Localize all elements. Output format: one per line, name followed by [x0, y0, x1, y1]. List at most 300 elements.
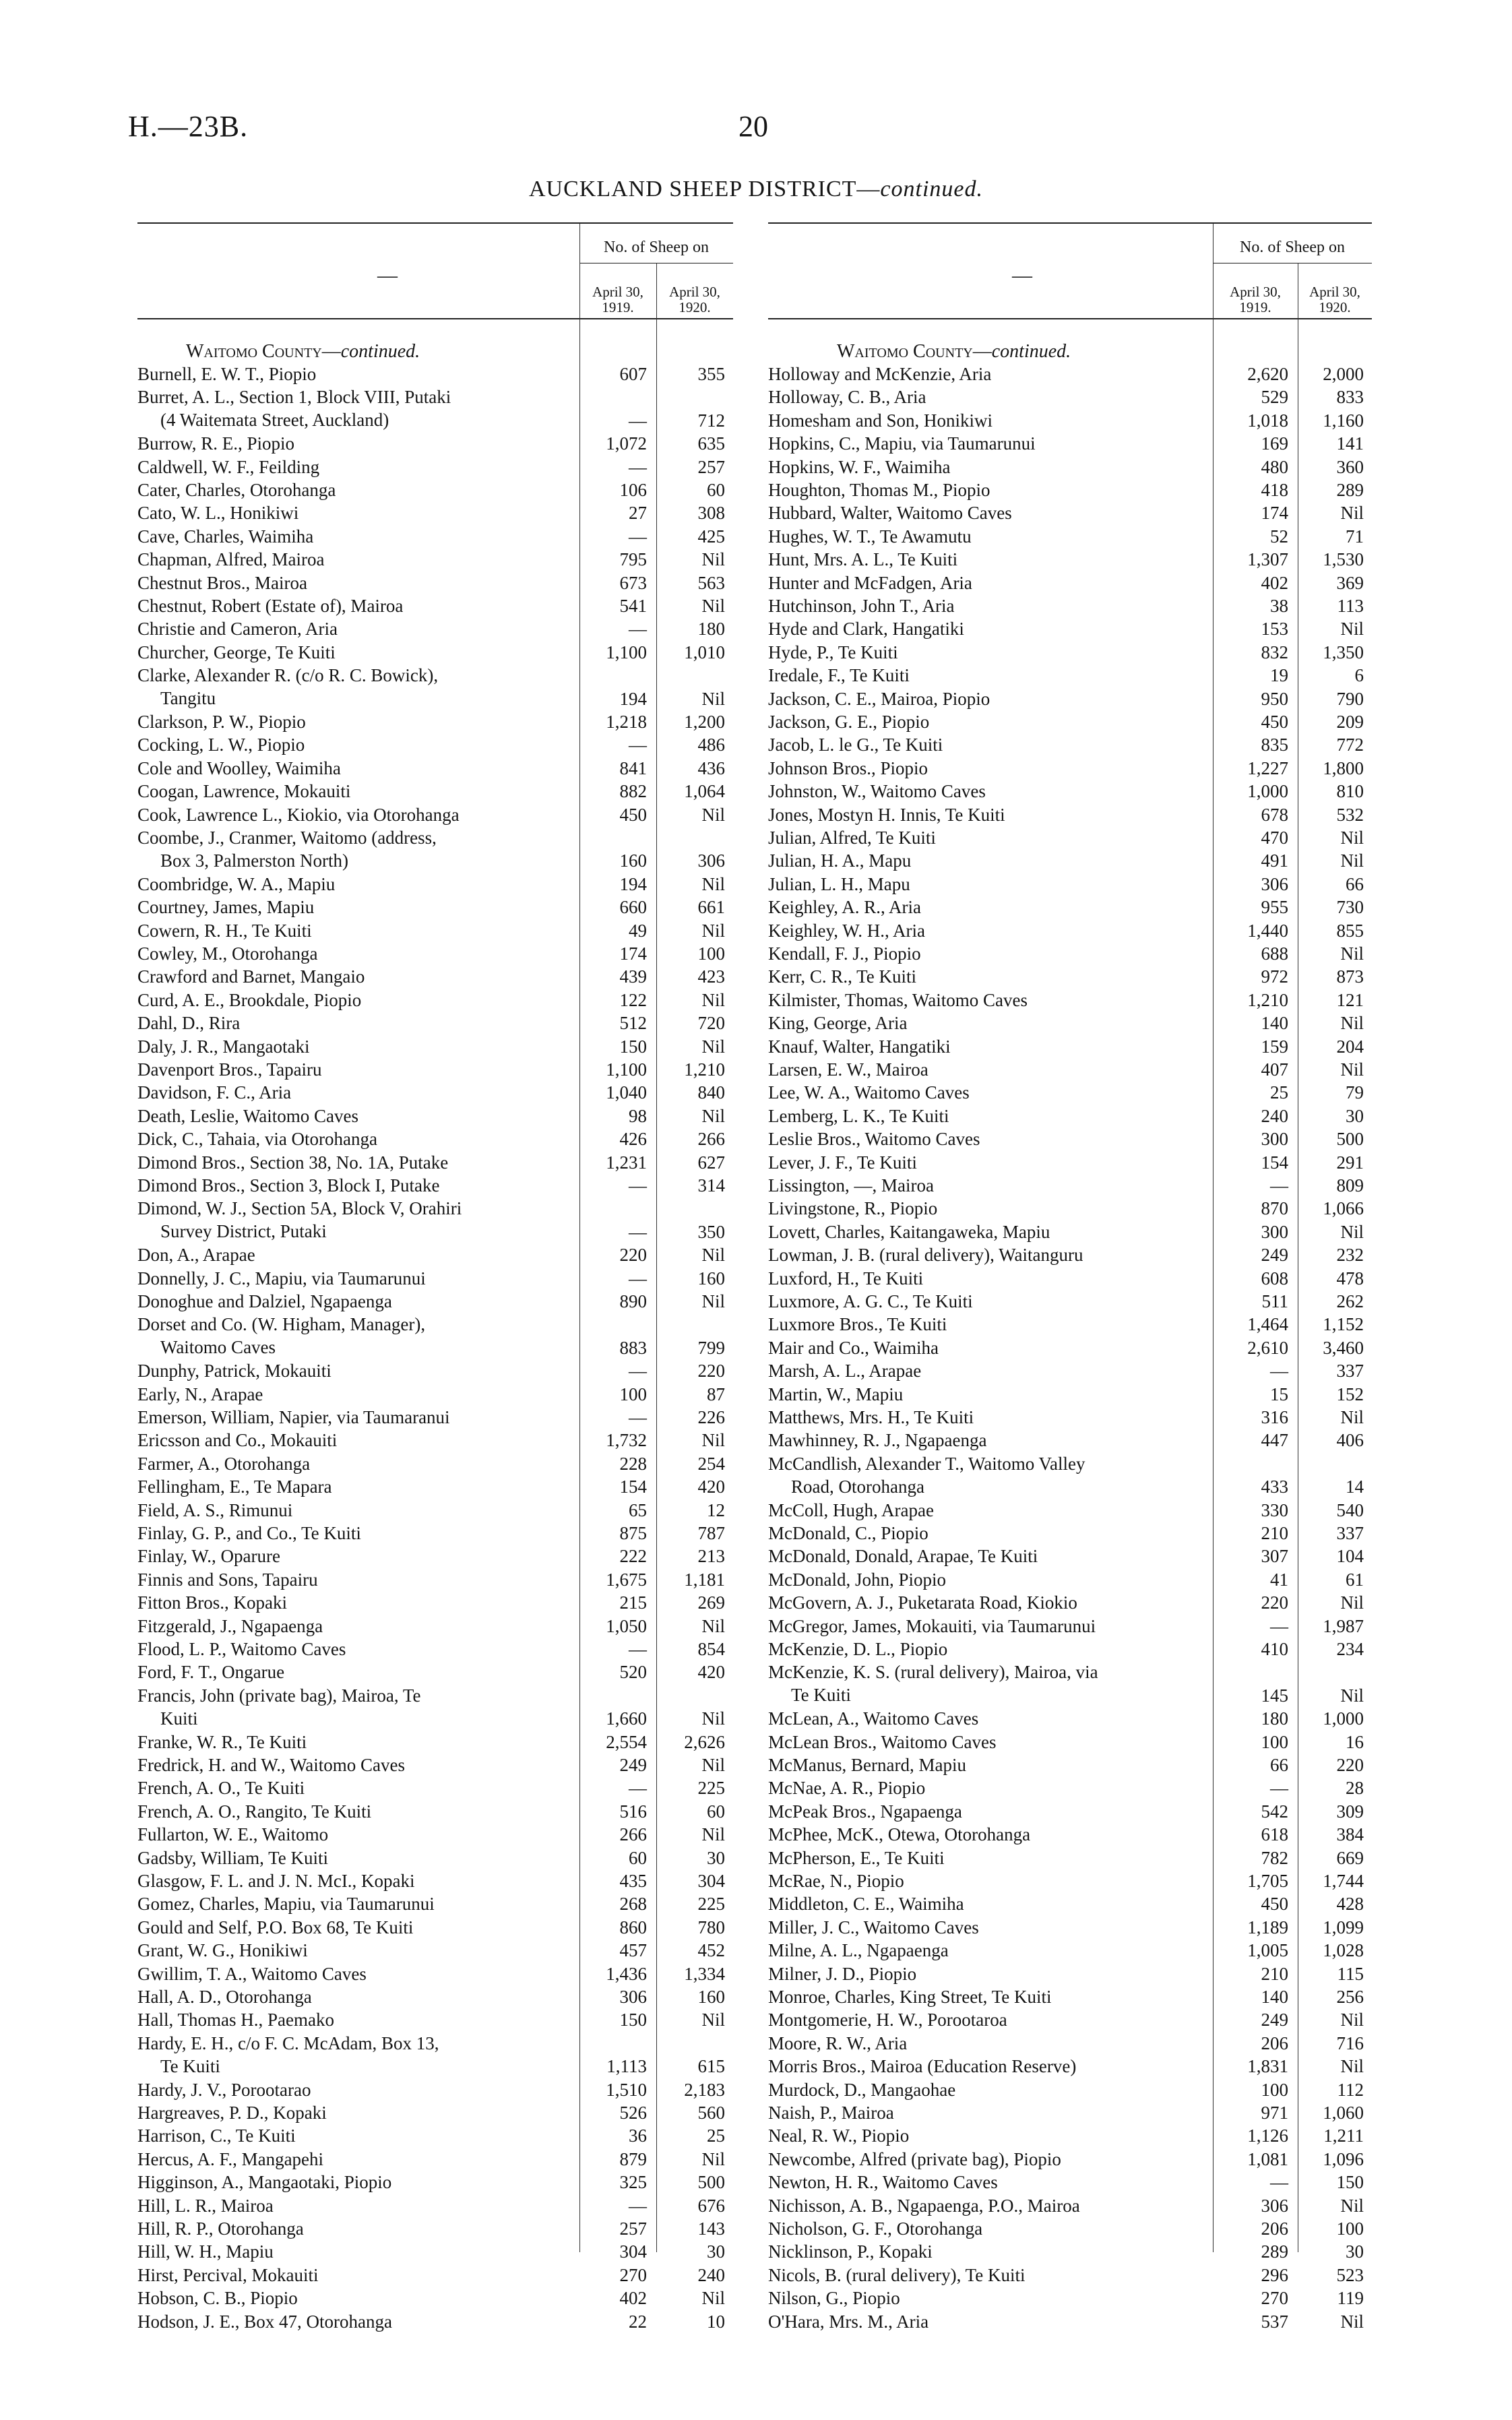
county-heading: [837, 341, 1071, 363]
sheep-1920: 1,350: [1323, 642, 1364, 662]
table-row: [768, 1707, 1372, 1730]
sheep-1920: 2,183: [684, 2079, 725, 2100]
table-row: [768, 1406, 1372, 1429]
sheep-1920: 500: [697, 2172, 725, 2193]
table-row: [137, 733, 733, 756]
table-row: [137, 1869, 733, 1892]
table-row: [137, 2194, 733, 2217]
sheep-1920: 1,181: [684, 1569, 725, 1590]
owner-name: Jackson, C. E., Mairoa, Piopio: [768, 688, 990, 709]
table-row: [768, 2055, 1372, 2078]
sheep-1919: 955: [1261, 897, 1288, 918]
owner-name: Gadsby, William, Te Kuiti: [137, 1847, 328, 1868]
sheep-1919: 169: [1261, 433, 1288, 454]
sheep-1920: Nil: [701, 920, 725, 941]
sheep-1920: 369: [1336, 572, 1364, 593]
table-row: [137, 1591, 733, 1614]
owner-name: McPherson, E., Te Kuiti: [768, 1847, 945, 1868]
owner-name: Lovett, Charles, Kaitangaweka, Mapiu: [768, 1221, 1050, 1242]
sheep-1920: 1,160: [1323, 410, 1364, 431]
table-row: [768, 571, 1372, 594]
sheep-1919: 25: [1270, 1082, 1288, 1103]
owner-name: Martin, W., Mapiu: [768, 1384, 904, 1404]
sheep-1920: Nil: [701, 1036, 725, 1057]
table-row: [137, 641, 733, 664]
owner-name: Milner, J. D., Piopio: [768, 1963, 917, 1984]
sheep-1920: 799: [697, 1337, 725, 1358]
county-name: Waitomo County—: [186, 341, 341, 362]
owner-name: Dimond Bros., Section 38, No. 1A, Putake: [137, 1152, 449, 1173]
owner-name: McRae, N., Piopio: [768, 1871, 904, 1891]
sheep-1919: 1,675: [606, 1569, 647, 1590]
owner-name: Middleton, C. E., Waimiha: [768, 1894, 964, 1915]
sheep-1920: 355: [697, 364, 725, 384]
sheep-1920: 730: [1336, 897, 1364, 918]
table-row: [768, 432, 1372, 455]
owner-name: Glasgow, F. L. and J. N. McI., Kopaki: [137, 1871, 415, 1891]
sheep-1920: 716: [1336, 2033, 1364, 2053]
owner-name: Francis, John (private bag), Mairoa, Te: [137, 1685, 421, 1706]
sheep-1919: 160: [619, 850, 647, 871]
sheep-1919: —: [1270, 1361, 1288, 1382]
sheep-count-header: No. of Sheep on: [604, 239, 709, 256]
sheep-1920: Nil: [1340, 503, 1364, 524]
page-title: [0, 177, 1512, 202]
owner-name: Homesham and Son, Honikiwi: [768, 410, 993, 431]
sheep-1919: 1,436: [606, 1963, 647, 1984]
table-row: [768, 1847, 1372, 1869]
sheep-1919: 882: [619, 781, 647, 802]
table-row: [768, 1985, 1372, 2008]
sheep-1919: —: [629, 1221, 647, 1242]
table-row: [768, 641, 1372, 664]
sheep-1919: 1,227: [1247, 757, 1288, 778]
owner-name: Caldwell, W. F., Feilding: [137, 456, 320, 477]
sheep-1919: —: [629, 1407, 647, 1427]
table-row: [768, 1174, 1372, 1197]
sheep-1920: 337: [1336, 1523, 1364, 1543]
owner-name: Mawhinney, R. J., Ngapaenga: [768, 1430, 987, 1451]
owner-name: Davidson, F. C., Aria: [137, 1082, 292, 1103]
sheep-1920: 635: [697, 433, 725, 454]
owner-name: Daly, J. R., Mangaotaki: [137, 1036, 310, 1057]
sheep-1919: 526: [619, 2103, 647, 2123]
sheep-1919: 100: [1261, 2079, 1288, 2100]
sheep-1919: —: [629, 456, 647, 477]
owner-name: Gwillim, T. A., Waitomo Caves: [137, 1963, 367, 1984]
sheep-1920: 234: [1336, 1639, 1364, 1659]
sheep-1919: 516: [619, 1801, 647, 1822]
sheep-1920: 308: [697, 503, 725, 524]
table-row: [137, 757, 733, 780]
owner-name: Johnson Bros., Piopio: [768, 757, 928, 778]
sheep-1919: 1,660: [606, 1708, 647, 1729]
county-suffix: continued.: [340, 341, 420, 362]
owner-name: Hall, Thomas H., Paemako: [137, 2010, 334, 2030]
table-row: [137, 385, 733, 431]
sheep-1920: 309: [1336, 1801, 1364, 1822]
table-row: [137, 1475, 733, 1498]
owner-name: Jackson, G. E., Piopio: [768, 712, 930, 732]
sheep-1920: 532: [1336, 804, 1364, 825]
sheep-1919: 447: [1261, 1430, 1288, 1451]
sheep-1920: 160: [697, 1987, 725, 2007]
sheep-1919: 875: [619, 1523, 647, 1543]
sheep-1920: 2,626: [684, 1731, 725, 1752]
sheep-1920: 1,210: [684, 1059, 725, 1080]
sheep-1920: Nil: [701, 2288, 725, 2309]
owner-name: Christie and Cameron, Aria: [137, 619, 338, 640]
table-row: [768, 965, 1372, 988]
table-row: [137, 710, 733, 733]
table-row: [137, 1847, 733, 1869]
owner-name-continuation: Survey District, Putaki: [160, 1221, 327, 1242]
county-heading: [186, 341, 420, 363]
sheep-1919: 883: [619, 1337, 647, 1358]
owner-name: Kerr, C. R., Te Kuiti: [768, 966, 917, 987]
owner-name: French, A. O., Te Kuiti: [137, 1778, 305, 1799]
table-row: [137, 1035, 733, 1058]
sheep-1920: 150: [1336, 2172, 1364, 2193]
table-row: [137, 1058, 733, 1081]
sheep-1920: Nil: [701, 2148, 725, 2169]
sheep-1919: 607: [619, 364, 647, 384]
table-row: [137, 1429, 733, 1452]
sheep-1920: 104: [1336, 1546, 1364, 1567]
table-row: [137, 2240, 733, 2263]
table-row: [137, 2217, 733, 2240]
table-row: [768, 2171, 1372, 2194]
owner-name: McManus, Bernard, Mapiu: [768, 1755, 966, 1775]
sheep-1919: 879: [619, 2148, 647, 2169]
owner-name: Chapman, Alfred, Mairoa: [137, 549, 325, 570]
header-divider: [579, 224, 580, 318]
table-row: [137, 1012, 733, 1034]
sheep-1919: —: [629, 1639, 647, 1659]
table-header: [137, 222, 733, 319]
owner-name: Cocking, L. W., Piopio: [137, 735, 305, 755]
sheep-1920: 833: [1336, 387, 1364, 408]
sheep-1920: 810: [1336, 781, 1364, 802]
owner-name: Hill, R. P., Otorohanga: [137, 2219, 304, 2239]
sheep-1919: 206: [1261, 2033, 1288, 2053]
sheep-1920: Nil: [701, 1291, 725, 1311]
sheep-1920: 204: [1336, 1036, 1364, 1057]
sheep-1919: —: [629, 1175, 647, 1196]
sheep-1920: 790: [1336, 688, 1364, 709]
table-row: [768, 1545, 1372, 1568]
sheep-1920: 780: [697, 1917, 725, 1937]
owner-name: Keighley, W. H., Aria: [768, 920, 925, 941]
table-row: [137, 919, 733, 942]
sheep-1919: 529: [1261, 387, 1288, 408]
sheep-1919: 426: [619, 1129, 647, 1150]
sheep-1920: Nil: [701, 873, 725, 894]
table-row: [137, 1313, 733, 1358]
table-row: [137, 2032, 733, 2077]
table-row: [768, 1615, 1372, 1638]
sheep-1920: Nil: [701, 1615, 725, 1636]
owner-name: Jones, Mostyn H. Innis, Te Kuiti: [768, 804, 1005, 825]
table-row: [768, 687, 1372, 710]
table-row: [768, 1731, 1372, 1754]
sheep-1920: 1,200: [684, 712, 725, 732]
sheep-1919: 1,018: [1247, 410, 1288, 431]
table-row: [768, 1383, 1372, 1406]
owner-name: McDonald, C., Piopio: [768, 1523, 928, 1543]
owner-name: Miller, J. C., Waitomo Caves: [768, 1917, 979, 1937]
owner-name: Nicols, B. (rural delivery), Te Kuiti: [768, 2264, 1026, 2285]
sheep-1919: 41: [1270, 1569, 1288, 1590]
table-row: [768, 363, 1372, 385]
table-row: [137, 1267, 733, 1290]
sheep-1919: 228: [619, 1453, 647, 1474]
sheep-1919: 542: [1261, 1801, 1288, 1822]
sheep-1919: 100: [619, 1384, 647, 1404]
sheep-1920: Nil: [701, 596, 725, 616]
table-row: [768, 501, 1372, 524]
title-suffix: continued.: [880, 177, 983, 201]
table-row: [768, 873, 1372, 896]
sheep-1919: 618: [1261, 1824, 1288, 1845]
sheep-1920: 478: [1336, 1268, 1364, 1289]
sheep-1920: 615: [697, 2056, 725, 2077]
owner-name: Lissington, —, Mairoa: [768, 1175, 934, 1196]
sheep-1919: 1,231: [606, 1152, 647, 1173]
table-row: [768, 1499, 1372, 1522]
sheep-1920: 436: [697, 757, 725, 778]
sheep-1920: 113: [1337, 596, 1364, 616]
sheep-1919: 15: [1270, 1384, 1288, 1404]
sheep-1919: 1,218: [606, 712, 647, 732]
table-row: [768, 1776, 1372, 1799]
owner-name: Coombe, J., Cranmer, Waitomo (address,: [137, 828, 437, 848]
owner-name: Ericsson and Co., Mokauiti: [137, 1430, 338, 1451]
table-row: [768, 1290, 1372, 1313]
sheep-1919: 860: [619, 1917, 647, 1937]
sheep-1920: 1,096: [1323, 2148, 1364, 2169]
owner-name: McDonald, Donald, Arapae, Te Kuiti: [768, 1546, 1038, 1567]
owner-name-continuation: Te Kuiti: [791, 1685, 851, 1706]
table-row: [768, 1939, 1372, 1962]
sheep-1919: —: [1270, 1615, 1288, 1636]
sheep-1919: 210: [1261, 1523, 1288, 1543]
owner-name: Hopkins, C., Mapiu, via Taumarunui: [768, 433, 1036, 454]
sheep-1919: 98: [629, 1105, 647, 1126]
owner-name: Fullarton, W. E., Waitomo: [137, 1824, 329, 1845]
sheep-1920: 225: [697, 1894, 725, 1915]
owner-name: Donnelly, J. C., Mapiu, via Taumarunui: [137, 1268, 426, 1289]
sheep-1919: 306: [1261, 873, 1288, 894]
table-row: [137, 1615, 733, 1638]
owner-name: Ford, F. T., Ongarue: [137, 1662, 285, 1683]
sheep-1919: 1,464: [1247, 1314, 1288, 1335]
sheep-1920: 428: [1336, 1894, 1364, 1915]
table-row: [137, 2264, 733, 2287]
sheep-1920: 1,334: [684, 1963, 725, 1984]
sheep-1920: 1,099: [1323, 1917, 1364, 1937]
table-row: [137, 826, 733, 871]
sheep-1920: 100: [697, 943, 725, 964]
sheep-1920: Nil: [1340, 2311, 1364, 2332]
sheep-1919: 153: [1261, 619, 1288, 640]
table-row: [768, 548, 1372, 571]
owner-name: Lever, J. F., Te Kuiti: [768, 1152, 917, 1173]
table-row: [137, 1383, 733, 1406]
sheep-1920: 384: [1336, 1824, 1364, 1845]
owner-name: Fellingham, E., Te Mapara: [137, 1477, 332, 1497]
sheep-1920: 121: [1336, 989, 1364, 1010]
sheep-1919: 1,072: [606, 433, 647, 454]
owner-name: Neal, R. W., Piopio: [768, 2126, 910, 2146]
sheep-1920: 306: [697, 850, 725, 871]
table-row: [768, 1638, 1372, 1661]
owner-name: Burnell, E. W. T., Piopio: [137, 364, 317, 384]
owner-name: Finlay, G. P., and Co., Te Kuiti: [137, 1523, 361, 1543]
sheep-1919: 1,100: [606, 642, 647, 662]
table-row: [137, 1197, 733, 1242]
sheep-1920: 30: [1346, 2241, 1364, 2262]
sheep-1919: 194: [619, 873, 647, 894]
table-row: [768, 456, 1372, 478]
sheep-1920: 1,010: [684, 642, 725, 662]
sheep-1920: 1,987: [1323, 1615, 1364, 1636]
sheep-1919: 266: [619, 1824, 647, 1845]
sheep-1920: 350: [697, 1221, 725, 1242]
sheep-1920: 420: [697, 1477, 725, 1497]
sheep-1919: 1,126: [1247, 2126, 1288, 2146]
owner-name: Curd, A. E., Brookdale, Piopio: [137, 989, 362, 1010]
table-row: [137, 1522, 733, 1545]
sheep-1919: 1,000: [1247, 781, 1288, 802]
owner-name: Cook, Lawrence L., Kiokio, via Otorohanga: [137, 804, 460, 825]
table-row: [137, 1290, 733, 1313]
table-row: [137, 594, 733, 617]
sheep-1920: 486: [697, 735, 725, 755]
sheep-1919: —: [629, 2195, 647, 2216]
owner-name: Davenport Bros., Tapairu: [137, 1059, 322, 1080]
sheep-1919: 673: [619, 572, 647, 593]
owner-name: Julian, Alfred, Te Kuiti: [768, 828, 936, 848]
sheep-1920: Nil: [1340, 1013, 1364, 1034]
sheep-1919: 832: [1261, 642, 1288, 662]
sheep-1920: 314: [697, 1175, 725, 1196]
sheep-1920: 266: [697, 1129, 725, 1150]
owner-name: Dunphy, Patrick, Mokauiti: [137, 1361, 332, 1382]
sheep-1920: Nil: [701, 989, 725, 1010]
sheep-1920: 209: [1336, 712, 1364, 732]
sheep-1920: Nil: [1340, 2056, 1364, 2077]
header-divider: [1213, 224, 1214, 318]
owner-name: Luxford, H., Te Kuiti: [768, 1268, 924, 1289]
sheep-1919: 450: [1261, 712, 1288, 732]
sheep-1919: 150: [619, 2010, 647, 2030]
sheep-1920: Nil: [1340, 619, 1364, 640]
table-row: [137, 2078, 733, 2101]
owner-name: Hercus, A. F., Mangapehi: [137, 2148, 324, 2169]
owner-name: Gomez, Charles, Mapiu, via Taumarunui: [137, 1894, 435, 1915]
table-row: [137, 617, 733, 640]
sheep-1919: —: [629, 1361, 647, 1382]
sheep-1920: 225: [697, 1778, 725, 1799]
sheep-1920: 1,800: [1323, 757, 1364, 778]
owner-name: Early, N., Arapae: [137, 1384, 263, 1404]
table-row: [137, 501, 733, 524]
table-row: [137, 478, 733, 501]
sheep-1920: Nil: [701, 688, 725, 709]
table-row: [768, 1429, 1372, 1452]
sheep-1920: 1,152: [1323, 1314, 1364, 1335]
table-row: [768, 1081, 1372, 1104]
sheep-1919: 66: [1270, 1755, 1288, 1775]
sheep-1920: 787: [697, 1523, 725, 1543]
sheep-1919: 300: [1261, 1129, 1288, 1150]
owner-name: Grant, W. G., Honikiwi: [137, 1940, 308, 1961]
table-row: [137, 2148, 733, 2171]
owner-name: Livingstone, R., Piopio: [768, 1198, 938, 1219]
sheep-1919: 688: [1261, 943, 1288, 964]
sheep-1919: —: [629, 1778, 647, 1799]
sheep-1920: 152: [1336, 1384, 1364, 1404]
table-row: [768, 2194, 1372, 2217]
owner-name: Monroe, Charles, King Street, Te Kuiti: [768, 1987, 1052, 2007]
sheep-1919: 154: [1261, 1152, 1288, 1173]
sheep-1920: 855: [1336, 920, 1364, 941]
table-row: [137, 571, 733, 594]
owner-name: Hodson, J. E., Box 47, Otorohanga: [137, 2311, 392, 2332]
owner-name-continuation: Waitomo Caves: [160, 1337, 276, 1358]
owner-name: Lemberg, L. K., Te Kuiti: [768, 1105, 949, 1126]
sheep-1920: 1,066: [1323, 1198, 1364, 1219]
document-reference: H.—23B.: [128, 110, 249, 143]
table-row: [768, 849, 1372, 872]
owner-name: McGovern, A. J., Puketarata Road, Kiokio: [768, 1592, 1077, 1613]
owner-name: Houghton, Thomas M., Piopio: [768, 480, 990, 500]
owner-name: McNae, A. R., Piopio: [768, 1778, 926, 1799]
table-row: [137, 1776, 733, 1799]
sheep-1919: 330: [1261, 1499, 1288, 1520]
owner-name: Lee, W. A., Waitomo Caves: [768, 1082, 970, 1103]
table-row: [137, 1800, 733, 1823]
owner-name: Franke, W. R., Te Kuiti: [137, 1731, 307, 1752]
owner-name: Matthews, Mrs. H., Te Kuiti: [768, 1407, 974, 1427]
owner-name: Knauf, Walter, Hangatiki: [768, 1036, 951, 1057]
owner-name: Hyde and Clark, Hangatiki: [768, 619, 964, 640]
owner-name: Emerson, William, Napier, via Taumaranui: [137, 1407, 450, 1427]
sheep-1919: 306: [1261, 2195, 1288, 2216]
owner-name: Nicklinson, P., Kopaki: [768, 2241, 933, 2262]
sheep-1920: 712: [697, 410, 725, 431]
table-row: [137, 2171, 733, 2194]
sheep-1919: 410: [1261, 1639, 1288, 1659]
owner-name: Marsh, A. L., Arapae: [768, 1361, 922, 1382]
sheep-1919: 512: [619, 1013, 647, 1034]
sheep-1919: 150: [619, 1036, 647, 1057]
owner-name: Hughes, W. T., Te Awamutu: [768, 526, 972, 547]
owner-name: Newton, H. R., Waitomo Caves: [768, 2172, 998, 2193]
sheep-1920: 423: [697, 966, 725, 987]
table-row: [137, 803, 733, 826]
sheep-1919: 1,210: [1247, 989, 1288, 1010]
table-row: [768, 1962, 1372, 1985]
sheep-1919: 38: [1270, 596, 1288, 616]
table-row: [768, 594, 1372, 617]
table-row: [768, 1754, 1372, 1776]
table-row: [137, 1127, 733, 1150]
owner-name: Burrow, R. E., Piopio: [137, 433, 295, 454]
sheep-1920: 523: [1336, 2264, 1364, 2285]
owner-name: Clarke, Alexander R. (c/o R. C. Bowick),: [137, 665, 439, 686]
